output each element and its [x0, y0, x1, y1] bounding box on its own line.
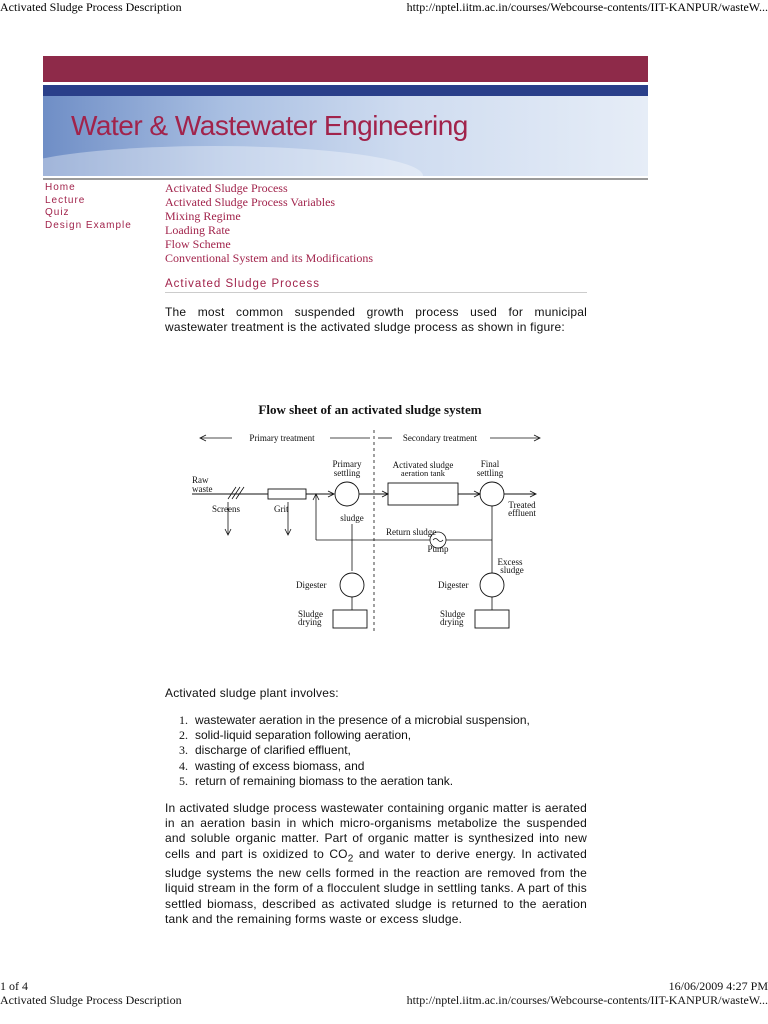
- list-item: 3. discharge of clarified effluent,: [179, 743, 351, 758]
- topic-link-activated-sludge-process[interactable]: Activated Sludge Process: [165, 181, 288, 195]
- figure-title: Flow sheet of an activated sludge system: [258, 402, 482, 417]
- left-nav: [45, 182, 132, 232]
- label-sludge-drying-secondary: Sludge: [440, 609, 466, 619]
- label-secondary-treatment: Secondary treatment: [402, 433, 478, 443]
- intro-paragraph: The most common suspended growth process used for municipal wastewater treatment is the activated sludge process as shown in figure:: [165, 305, 587, 335]
- nav-link-home[interactable]: Home: [45, 182, 76, 193]
- primary-settling-tank: [335, 482, 359, 506]
- secondary-digester: [480, 573, 504, 597]
- svg-text:sludge: sludge: [500, 565, 524, 575]
- svg-text:drying: drying: [440, 617, 464, 627]
- svg-text:drying: drying: [298, 617, 322, 627]
- divider: [43, 178, 648, 180]
- topic-links: [165, 181, 373, 265]
- topic-link-conventional-system[interactable]: Conventional System and its Modifications: [165, 251, 373, 265]
- label-treated-effluent: Treated: [508, 500, 536, 510]
- flow-sheet-diagram: [190, 395, 550, 640]
- label-primary-treatment: Primary treatment: [249, 433, 315, 443]
- print-footer-title: Activated Sludge Process Description: [0, 993, 182, 1007]
- label-sludge-drying-primary: Sludge: [298, 609, 324, 619]
- svg-text:effluent: effluent: [508, 508, 536, 518]
- label-return-sludge: Return sludge: [386, 527, 437, 537]
- label-sludge: sludge: [340, 513, 364, 523]
- process-steps-list: [165, 713, 595, 789]
- svg-text:settling: settling: [476, 468, 504, 478]
- topic-link-process-variables[interactable]: Activated Sludge Process Variables: [165, 195, 336, 209]
- final-settling-tank: [480, 482, 504, 506]
- print-header-title: Activated Sludge Process Description: [0, 0, 182, 14]
- nav-link-lecture[interactable]: Lecture: [45, 194, 86, 206]
- label-pump: Pump: [427, 544, 449, 554]
- topic-link-loading-rate[interactable]: Loading Rate: [165, 223, 230, 237]
- print-header-url: http://nptel.iitm.ac.in/courses/Webcourse-contents/IIT-KANPUR/wasteW...: [406, 0, 768, 14]
- nav-link-design-example[interactable]: Design Example: [45, 219, 132, 231]
- list-item: 5. return of remaining biomass to the aeration tank.: [179, 773, 454, 788]
- primary-drying-bed: [333, 610, 367, 628]
- banner-title: Water & Wastewater Engineering: [71, 110, 468, 141]
- svg-text:waste: waste: [192, 484, 213, 494]
- label-raw-waste: Raw: [192, 475, 209, 485]
- topic-link-flow-scheme[interactable]: Flow Scheme: [165, 237, 231, 251]
- label-grit: Grit: [274, 504, 289, 514]
- section-heading: Activated Sludge Process: [165, 278, 321, 290]
- label-final-settling: Final: [480, 459, 500, 469]
- label-excess-sludge: Excess: [497, 557, 523, 567]
- svg-text:aeration tank: aeration tank: [400, 468, 446, 478]
- list-intro: Activated sludge plant involves:: [165, 686, 339, 700]
- aeration-tank: [388, 483, 458, 505]
- label-primary-settling: Primary: [332, 459, 362, 469]
- print-datetime: 16/06/2009 4:27 PM: [668, 979, 768, 993]
- svg-text:settling: settling: [333, 468, 361, 478]
- primary-digester: [340, 573, 364, 597]
- list-item: 4. wasting of excess biomass, and: [179, 758, 365, 773]
- grit-chamber: [268, 489, 306, 499]
- body-paragraph: In activated sludge process wastewater containing organic matter is aerated in an aeration basin in which micro-organisms metabolize the suspended and soluble organic matter. Part of organic matter is synthesized into new cells and part is oxidized to $CO_2$ and water to derive energy. In activated sludge systems the new cells formed in the reaction are removed from the liquid stream in the form of a flocculent sludge in settling tanks. A part of this settled biomass, described as activated sludge is returned to the aeration tank and the remaining forms waste or excess sludge.: [165, 801, 587, 926]
- label-aeration-tank: Activated sludge: [392, 460, 454, 470]
- nav-link-quiz[interactable]: Quiz: [45, 207, 70, 218]
- label-digester-primary: Digester: [296, 580, 327, 590]
- label-screens: Screens: [212, 504, 240, 514]
- page-number: 1 of 4: [0, 979, 28, 993]
- section-divider: [165, 292, 587, 293]
- label-digester-secondary: Digester: [438, 580, 469, 590]
- topic-link-mixing-regime[interactable]: Mixing Regime: [165, 209, 241, 223]
- secondary-drying-bed: [475, 610, 509, 628]
- list-item: 2. solid-liquid separation following aeration,: [179, 728, 412, 743]
- site-banner: [43, 56, 648, 176]
- list-item: 1. wastewater aeration in the presence of a microbial suspension,: [179, 713, 530, 727]
- print-header: [0, 0, 768, 16]
- co2-subscript: 2: [347, 853, 354, 864]
- print-footer-url: http://nptel.iitm.ac.in/courses/Webcourse-contents/IIT-KANPUR/wasteW...: [406, 993, 768, 1007]
